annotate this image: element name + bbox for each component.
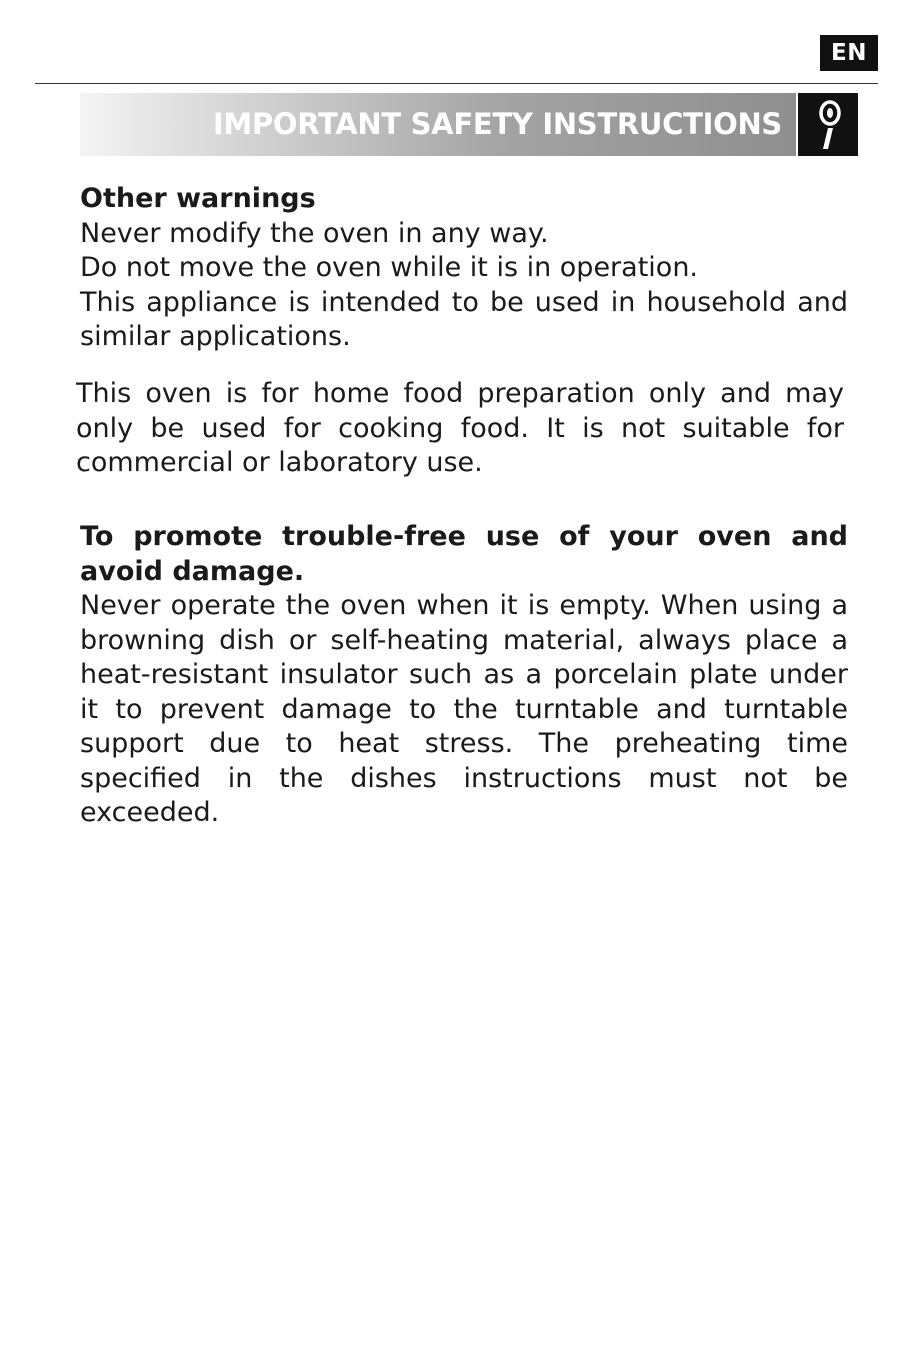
other-warnings-section (80, 182, 848, 355)
trouble-free-section (80, 520, 848, 831)
warning-line: Do not move the oven while it is in operation. (80, 252, 699, 283)
other-warnings-heading: Other warnings (80, 183, 316, 214)
home-use-paragraph: This oven is for home food preparation only and may only be used for cooking food. It is not suitable for commercial or laboratory use. (76, 378, 844, 478)
language-badge: EN (820, 35, 878, 71)
warning-line: This appliance is intended to be used in household and similar applications. (80, 286, 848, 352)
home-use-section (76, 377, 844, 481)
info-i-icon (796, 93, 858, 156)
trouble-free-paragraph: Never operate the oven when it is empty. When using a browning dish or self-heating material, always place a heat-resistant insulator such as a porcelain plate under it to prevent damage to the turntable and turntable support due to heat stress. The preheating time specified in the dishes instructions must not be exceeded. (80, 590, 848, 828)
section-banner (80, 93, 858, 156)
header-divider (35, 83, 878, 84)
banner-title: IMPORTANT SAFETY INSTRUCTIONS (212, 107, 782, 141)
trouble-free-heading: To promote trouble-free use of your oven and avoid damage. (80, 521, 848, 587)
warning-line: Never modify the oven in any way. (80, 217, 549, 249)
